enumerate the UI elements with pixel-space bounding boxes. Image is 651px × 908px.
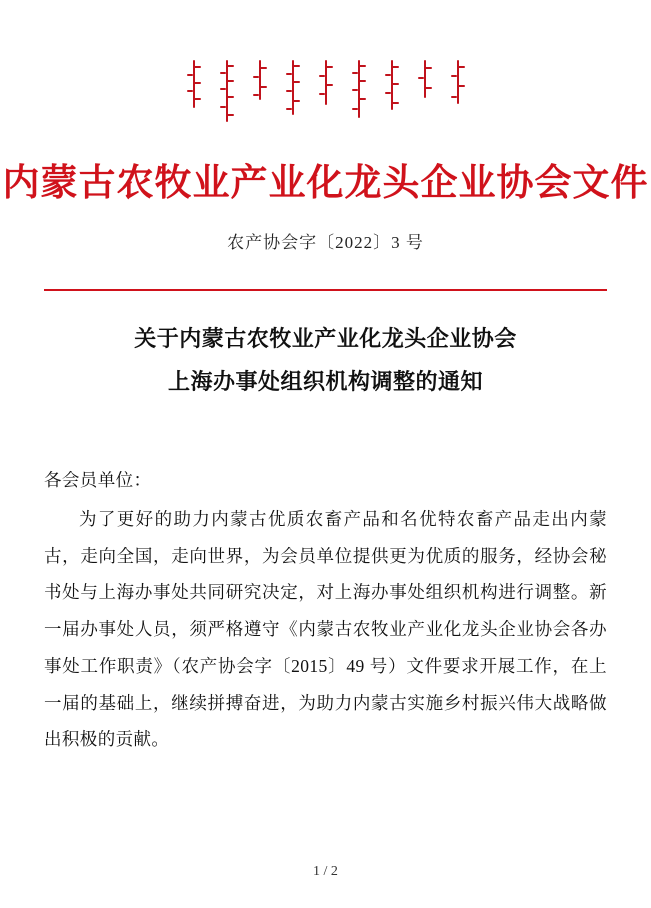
mongolian-stroke	[326, 66, 333, 68]
mongolian-glyph-column	[285, 60, 301, 115]
mongolian-stroke	[220, 106, 226, 108]
mongolian-stroke	[220, 88, 226, 90]
document-body	[44, 462, 607, 758]
mongolian-stroke	[286, 108, 292, 110]
page-title-line-2: 上海办事处组织机构调整的通知	[167, 368, 483, 394]
mongolian-glyph-column	[450, 60, 466, 104]
mongolian-stroke	[425, 87, 432, 89]
mongolian-glyph-column	[186, 60, 202, 108]
mongolian-glyph-column	[318, 60, 334, 105]
mongolian-stroke	[227, 114, 234, 116]
mongolian-stroke	[286, 73, 292, 75]
mongolian-stroke	[293, 81, 300, 83]
mongolian-stroke	[293, 100, 300, 102]
mongolian-stroke	[425, 67, 432, 69]
document-number: 农产协会字〔2022〕3 号	[227, 233, 424, 252]
mongolian-glyph-column	[384, 60, 400, 110]
mongolian-stroke	[451, 96, 457, 98]
mongolian-stroke	[260, 86, 267, 88]
mongolian-stroke	[286, 90, 292, 92]
page-title	[70, 318, 581, 404]
mongolian-stroke	[187, 74, 193, 76]
mongolian-stroke-group	[219, 60, 235, 122]
mongolian-stroke-group	[417, 60, 433, 98]
mongolian-stroke	[359, 98, 366, 100]
salutation: 各会员单位：	[44, 470, 152, 490]
mongolian-stroke	[352, 89, 358, 91]
page-title-line-1: 关于内蒙古农牧业产业化龙头企业协会	[134, 326, 517, 351]
mongolian-glyph-column	[252, 60, 268, 100]
mongolian-stroke	[319, 75, 325, 77]
mongolian-stroke	[359, 65, 366, 67]
mongolian-stroke	[293, 65, 300, 67]
mongolian-stroke	[385, 92, 391, 94]
mongolian-stroke	[451, 75, 457, 77]
mongolian-stroke	[359, 80, 366, 82]
mongolian-stroke	[392, 83, 399, 85]
mongolian-glyph-column	[351, 60, 367, 118]
document-red-title: 内蒙古农牧业产业化龙头企业协会文件	[2, 163, 649, 204]
page-number: 1 / 2	[313, 864, 338, 879]
red-divider-rule	[44, 289, 607, 291]
mongolian-stroke	[326, 84, 333, 86]
mongolian-stroke	[194, 66, 201, 68]
mongolian-script-header	[0, 60, 651, 138]
body-paragraph-1: 为了更好的助力内蒙古优质农畜产品和名优特农畜产品走出内蒙古，走向全国，走向世界，为会员单位提供更为优质的服务，经协会秘书处与上海办事处共同研究决定，对上海办事处组织机构进行调整。新一届办事处人员，须严格遵守《内蒙古农牧业产业化龙头企业协会各办事处工作职责》（农产协会字〔2015〕49 号）文件要求开展工作，在上一届的基础上，继续拼搏奋进，为助力内蒙古实施乡村振兴伟大战略做出积极的贡献。	[44, 508, 607, 750]
mongolian-stroke	[194, 98, 201, 100]
mongolian-stroke-group	[285, 60, 301, 115]
mongolian-stroke	[253, 76, 259, 78]
mongolian-stroke-group	[186, 60, 202, 108]
mongolian-stroke-group	[252, 60, 268, 100]
mongolian-stroke	[319, 93, 325, 95]
mongolian-stroke	[352, 108, 358, 110]
mongolian-stroke	[385, 74, 391, 76]
mongolian-stroke	[418, 77, 424, 79]
mongolian-stroke	[194, 82, 201, 84]
mongolian-stroke-group	[384, 60, 400, 110]
mongolian-stroke	[227, 96, 234, 98]
mongolian-stroke	[392, 66, 399, 68]
mongolian-stroke	[392, 102, 399, 104]
mongolian-stroke	[260, 67, 267, 69]
mongolian-stroke	[220, 72, 226, 74]
mongolian-stroke	[352, 72, 358, 74]
mongolian-glyph-column	[219, 60, 235, 122]
mongolian-stroke-group	[318, 60, 334, 105]
mongolian-stroke	[253, 94, 259, 96]
mongolian-stroke	[458, 85, 465, 87]
mongolian-stroke-group	[351, 60, 367, 118]
mongolian-stroke	[458, 66, 465, 68]
mongolian-stroke-group	[450, 60, 466, 104]
mongolian-stroke	[187, 90, 193, 92]
mongolian-stroke	[227, 65, 234, 67]
mongolian-stroke	[227, 80, 234, 82]
mongolian-glyph-column	[417, 60, 433, 98]
